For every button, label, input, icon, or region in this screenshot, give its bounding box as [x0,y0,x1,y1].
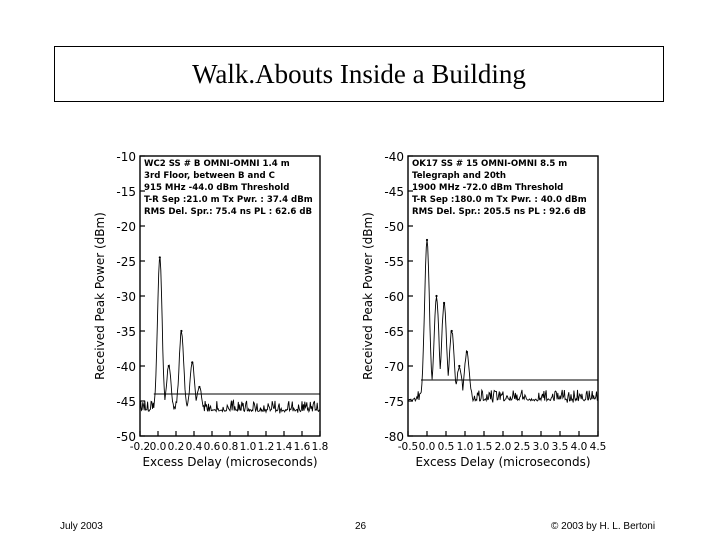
chart-0-y-tick-label: -30 [116,290,136,304]
chart-1-y-tick-label: -65 [384,325,404,339]
chart-left [88,128,328,473]
chart-0-x-tick-label: 1.0 [239,441,257,453]
chart-0-x-tick-label: 0.8 [221,441,239,453]
footer-copyright: © 2003 by H. L. Bertoni [551,521,656,532]
chart-0-x-tick-label: 1.6 [293,441,311,453]
chart-1-y-tick-label: -50 [384,220,404,234]
chart-0-peak-point [191,361,193,363]
slide-title-box [54,46,664,102]
footer-date: July 2003 [60,521,103,532]
chart-1-info-line: Telegraph and 20th [412,171,507,181]
chart-1-y-tick-label: -40 [384,150,404,164]
chart-0-y-tick-label: -25 [116,255,136,269]
chart-0-x-tick-label: 0.6 [203,441,221,453]
chart-1-x-tick-label: 4.5 [589,441,606,453]
chart-1-y-tick-label: -45 [384,185,404,199]
chart-0-peak-point [180,330,182,332]
chart-0-y-tick-label: -40 [116,360,136,374]
chart-0-x-tick-label: 0.4 [185,441,203,453]
chart-1-y-tick-label: -55 [384,255,404,269]
chart-1-x-tick-label: 0.5 [437,441,455,453]
chart-0-info-line: WC2 SS # B OMNI-OMNI 1.4 m [144,159,290,169]
footer-page-number: 26 [355,521,367,532]
chart-1-y-tick-label: -80 [384,430,404,444]
chart-0-y-tick-label: -50 [116,430,136,444]
chart-1-x-tick-label: 3.5 [551,441,569,453]
chart-0-y-tick-label: -20 [116,220,136,234]
chart-0-info-line: 3rd Floor, between B and C [144,171,275,181]
chart-1-peak-point [466,351,468,353]
chart-1-x-tick-label: 2.0 [494,441,512,453]
slide-title: Walk.Abouts Inside a Building [192,58,526,89]
chart-0-peak-point [198,386,200,388]
chart-0-y-tick-label: -45 [116,395,136,409]
chart-1-x-tick-label: 0.0 [418,441,436,453]
chart-1-y-tick-label: -75 [384,395,404,409]
chart-1-info-line: OK17 SS # 15 OMNI-OMNI 8.5 m [412,159,568,169]
chart-0-x-tick-label: 0.2 [167,441,185,453]
chart-1-y-tick-label: -70 [384,360,404,374]
chart-0-y-axis-label: Received Peak Power (dBm) [93,212,107,380]
chart-1-peak-point [451,330,453,332]
chart-1-trace-line [408,240,598,403]
chart-0-info-line: RMS Del. Spr.: 75.4 ns PL : 62.6 dB [144,207,313,217]
chart-1-peak-point [435,295,437,297]
chart-1-x-tick-label: -0.5 [397,441,419,453]
chart-1-peak-point [458,365,460,367]
chart-1-info-line: RMS Del. Spr.: 205.5 ns PL : 92.6 dB [412,207,587,217]
chart-1-x-tick-label: 1.5 [475,441,493,453]
chart-0-peak-point [159,256,161,258]
chart-0-x-tick-label: 1.4 [275,441,293,453]
chart-1-peak-point [426,239,428,241]
chart-0-y-tick-label: -35 [116,325,136,339]
chart-1-x-tick-label: 2.5 [513,441,531,453]
chart-1-x-tick-label: 1.0 [456,441,474,453]
chart-1-info-line: T-R Sep :180.0 m Tx Pwr. : 40.0 dBm [412,195,587,205]
chart-0-y-tick-label: -10 [116,150,136,164]
chart-0-x-axis-label: Excess Delay (microseconds) [142,455,318,469]
chart-1-y-tick-label: -60 [384,290,404,304]
chart-0-peak-point [168,365,170,367]
chart-0-info-line: T-R Sep :21.0 m Tx Pwr. : 37.4 dBm [144,195,313,205]
chart-0-y-tick-label: -15 [116,185,136,199]
chart-0-x-tick-label: -0.2 [129,441,151,453]
chart-1-peak-point [443,302,445,304]
chart-0-x-tick-label: 0.0 [149,441,167,453]
chart-1-y-axis-label: Received Peak Power (dBm) [361,212,375,380]
chart-0-x-tick-label: 1.2 [257,441,275,453]
chart-1-x-axis-label: Excess Delay (microseconds) [415,455,591,469]
chart-1-x-tick-label: 3.0 [532,441,550,453]
chart-0-info-line: 915 MHz -44.0 dBm Threshold [144,183,290,193]
chart-0-x-tick-label: 1.8 [311,441,328,453]
chart-right [356,128,606,473]
chart-0-trace-line [140,258,320,413]
chart-1-info-line: 1900 MHz -72.0 dBm Threshold [412,183,564,193]
chart-1-x-tick-label: 4.0 [570,441,588,453]
